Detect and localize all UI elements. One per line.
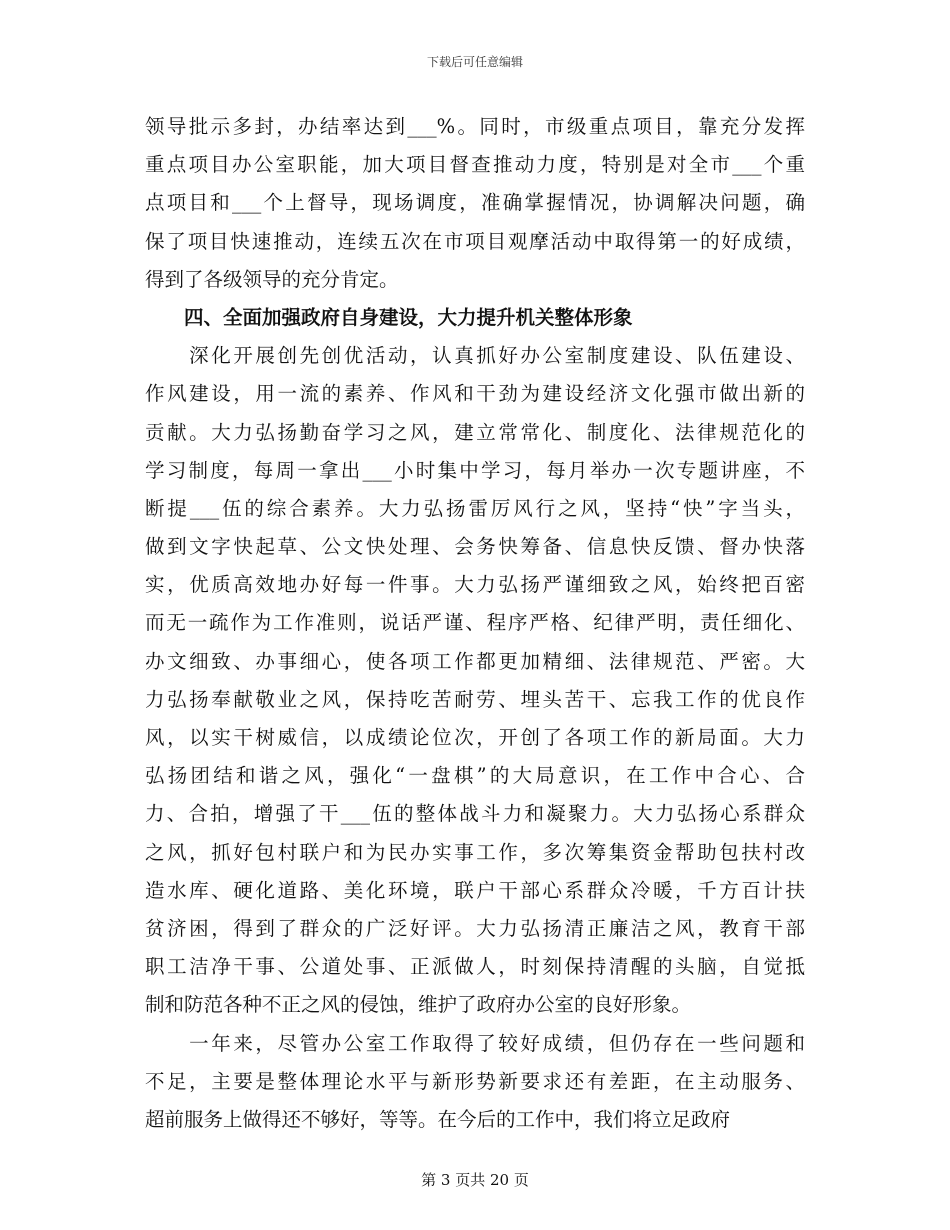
text-line: 一年来，尽管办公室工作取得了较好成绩，但仍存在一些问题和 bbox=[145, 1031, 805, 1055]
text-line: 造水库、硬化道路、美化环境，联户干部心系群众冷暖，千方百计扶 bbox=[145, 878, 805, 902]
text-line: 深化开展创先创优活动，认真抓好办公室制度建设、队伍建设、 bbox=[145, 344, 805, 368]
page-footer: 第 3 页共 20 页 bbox=[421, 1171, 529, 1189]
paragraph bbox=[145, 337, 805, 1024]
text-line: 做到文字快起草、公文快处理、会务快筹备、信息快反馈、督办快落 bbox=[145, 535, 805, 559]
section-heading bbox=[145, 299, 805, 337]
document-body bbox=[145, 108, 805, 1139]
text-line: 超前服务上做得还不够好，等等。在今后的工作中，我们将立足政府 bbox=[145, 1107, 731, 1131]
text-line: 点项目和___个上督导，现场调度，准确掌握情况，协调解决问题，确 bbox=[145, 191, 805, 215]
text-line: 办文细致、办事细心，使各项工作都更加精细、法律规范、严密。大 bbox=[145, 649, 805, 673]
text-line: 四、全面加强政府自身建设，大力提升机关整体形象 bbox=[145, 305, 633, 329]
text-line: 作风建设，用一流的素养、作风和干劲为建设经济文化强市做出新的 bbox=[145, 382, 805, 406]
text-line: 不足，主要是整体理论水平与新形势新要求还有差距，在主动服务、 bbox=[145, 1069, 805, 1093]
text-line: 重点项目办公室职能，加大项目督查推动力度，特别是对全市___个重 bbox=[145, 153, 805, 177]
text-line: 之风，抓好包村联户和为民办实事工作，多次筹集资金帮助包扶村改 bbox=[145, 840, 805, 864]
text-line: 风，以实干树威信，以成绩论位次，开创了各项工作的新局面。大力 bbox=[145, 726, 805, 749]
text-line: 力弘扬奉献敬业之风，保持吃苦耐劳、埋头苦干、忘我工作的优良作 bbox=[145, 687, 805, 711]
text-line: 断提___伍的综合素养。大力弘扬雷厉风行之风，坚持“快”字当头， bbox=[145, 496, 805, 520]
text-line: 贫济困，得到了群众的广泛好评。大力弘扬清正廉洁之风，教育干部 bbox=[145, 916, 805, 940]
text-line: 弘扬团结和谐之风，强化“一盘棋”的大局意识，在工作中合心、合 bbox=[145, 764, 805, 788]
text-line: 得到了各级领导的充分肯定。 bbox=[145, 267, 399, 291]
text-line: 学习制度，每周一拿出___小时集中学习，每月举办一次专题讲座，不 bbox=[145, 458, 805, 482]
text-line: 制和防范各种不正之风的侵蚀，维护了政府办公室的良好形象。 bbox=[145, 993, 692, 1017]
text-line: 而无一疏作为工作准则，说话严谨、程序严格、纪律严明，责任细化、 bbox=[145, 611, 805, 635]
page-header: 下载后可任意编辑 bbox=[426, 55, 523, 69]
paragraph bbox=[145, 108, 805, 299]
text-line: 力、合拍，增强了干___伍的整体战斗力和凝聚力。大力弘扬心系群众 bbox=[145, 802, 805, 826]
text-line: 保了项目快速推动，连续五次在市项目观摩活动中取得第一的好成绩， bbox=[145, 229, 805, 253]
paragraph bbox=[145, 1025, 805, 1140]
text-line: 实，优质高效地办好每一件事。大力弘扬严谨细致之风，始终把百密 bbox=[145, 573, 805, 597]
text-line: 贡献。大力弘扬勤奋学习之风，建立常常化、制度化、法律规范化的 bbox=[145, 420, 805, 444]
text-line: 领导批示多封，办结率达到___%。同时，市级重点项目，靠充分发挥 bbox=[145, 115, 805, 138]
text-line: 职工洁净干事、公道处事、正派做人，时刻保持清醒的头脑，自觉抵 bbox=[145, 955, 805, 979]
